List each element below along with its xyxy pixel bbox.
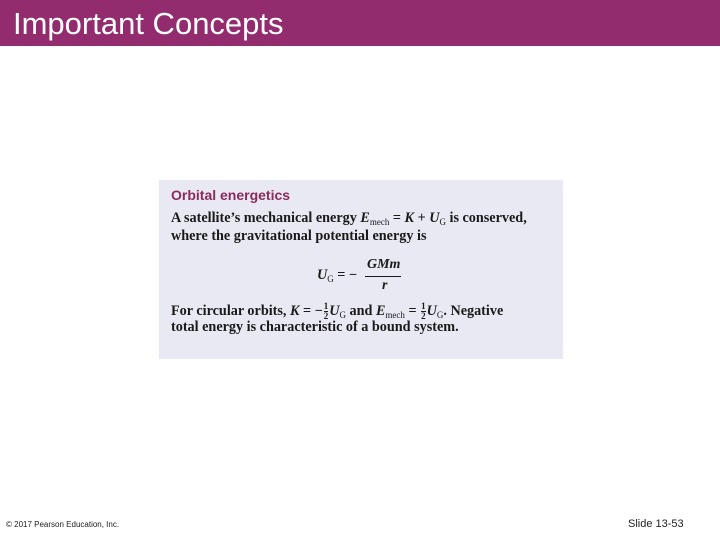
line3-k-symbol: K — [290, 302, 300, 319]
line1-text-a: A satellite’s mechanical energy — [171, 210, 361, 226]
half-num-1: 1 — [323, 301, 329, 311]
mech-subscript: mech — [369, 217, 390, 227]
line3-g-subscript-1: G — [339, 309, 346, 320]
line3-text-a: For circular orbits, — [171, 302, 290, 319]
half-num-2: 1 — [421, 301, 426, 311]
line3-equals-minus: = − — [299, 302, 323, 319]
bound-system-term: bound system — [371, 319, 456, 335]
formula-numerator: GMm — [367, 257, 401, 272]
half-den-1: 2 — [323, 311, 329, 321]
energy-symbol: E — [360, 210, 370, 226]
formula-u-symbol: U — [317, 267, 328, 283]
formula-equals-minus: = − — [333, 267, 358, 283]
kinetic-symbol: K — [404, 210, 415, 226]
plus-sign: + — [414, 210, 430, 226]
g-subscript: G — [439, 217, 446, 227]
line3-u-symbol-1: U — [329, 302, 340, 319]
copyright-notice: © 2017 Pearson Education, Inc. — [6, 520, 120, 529]
line3-end: . Negative — [443, 302, 504, 319]
line3-u-symbol-2: U — [426, 302, 437, 319]
half-den-2: 2 — [421, 311, 426, 321]
title-bar — [0, 0, 720, 46]
formula-fraction-bar — [365, 276, 401, 277]
line4-text-a: total energy is characteristic of a — [171, 319, 372, 335]
formula-denominator: r — [382, 278, 388, 293]
line4-text-c: . — [455, 319, 459, 335]
line1-text-b: is conserved, — [445, 210, 527, 226]
concept-line-2: where the gravitational potential energy is — [171, 228, 427, 244]
equals-sign: = — [389, 210, 405, 226]
concept-heading: Orbital energetics — [171, 187, 291, 203]
line3-e-symbol: E — [375, 302, 386, 319]
concept-box — [159, 180, 563, 359]
line3-mech-subscript: mech — [385, 309, 405, 320]
concept-line-1 — [171, 210, 527, 227]
line3-and: and — [345, 302, 376, 319]
potential-symbol: U — [429, 210, 440, 226]
slide-title: Important Concepts — [13, 6, 284, 41]
concept-line-4 — [171, 319, 459, 336]
formula-g-subscript: G — [327, 274, 334, 284]
line3-equals: = — [404, 302, 421, 319]
formula-lhs — [317, 267, 357, 284]
slide-number: Slide 13-53 — [628, 518, 684, 530]
line3-g-subscript-2: G — [436, 309, 444, 320]
